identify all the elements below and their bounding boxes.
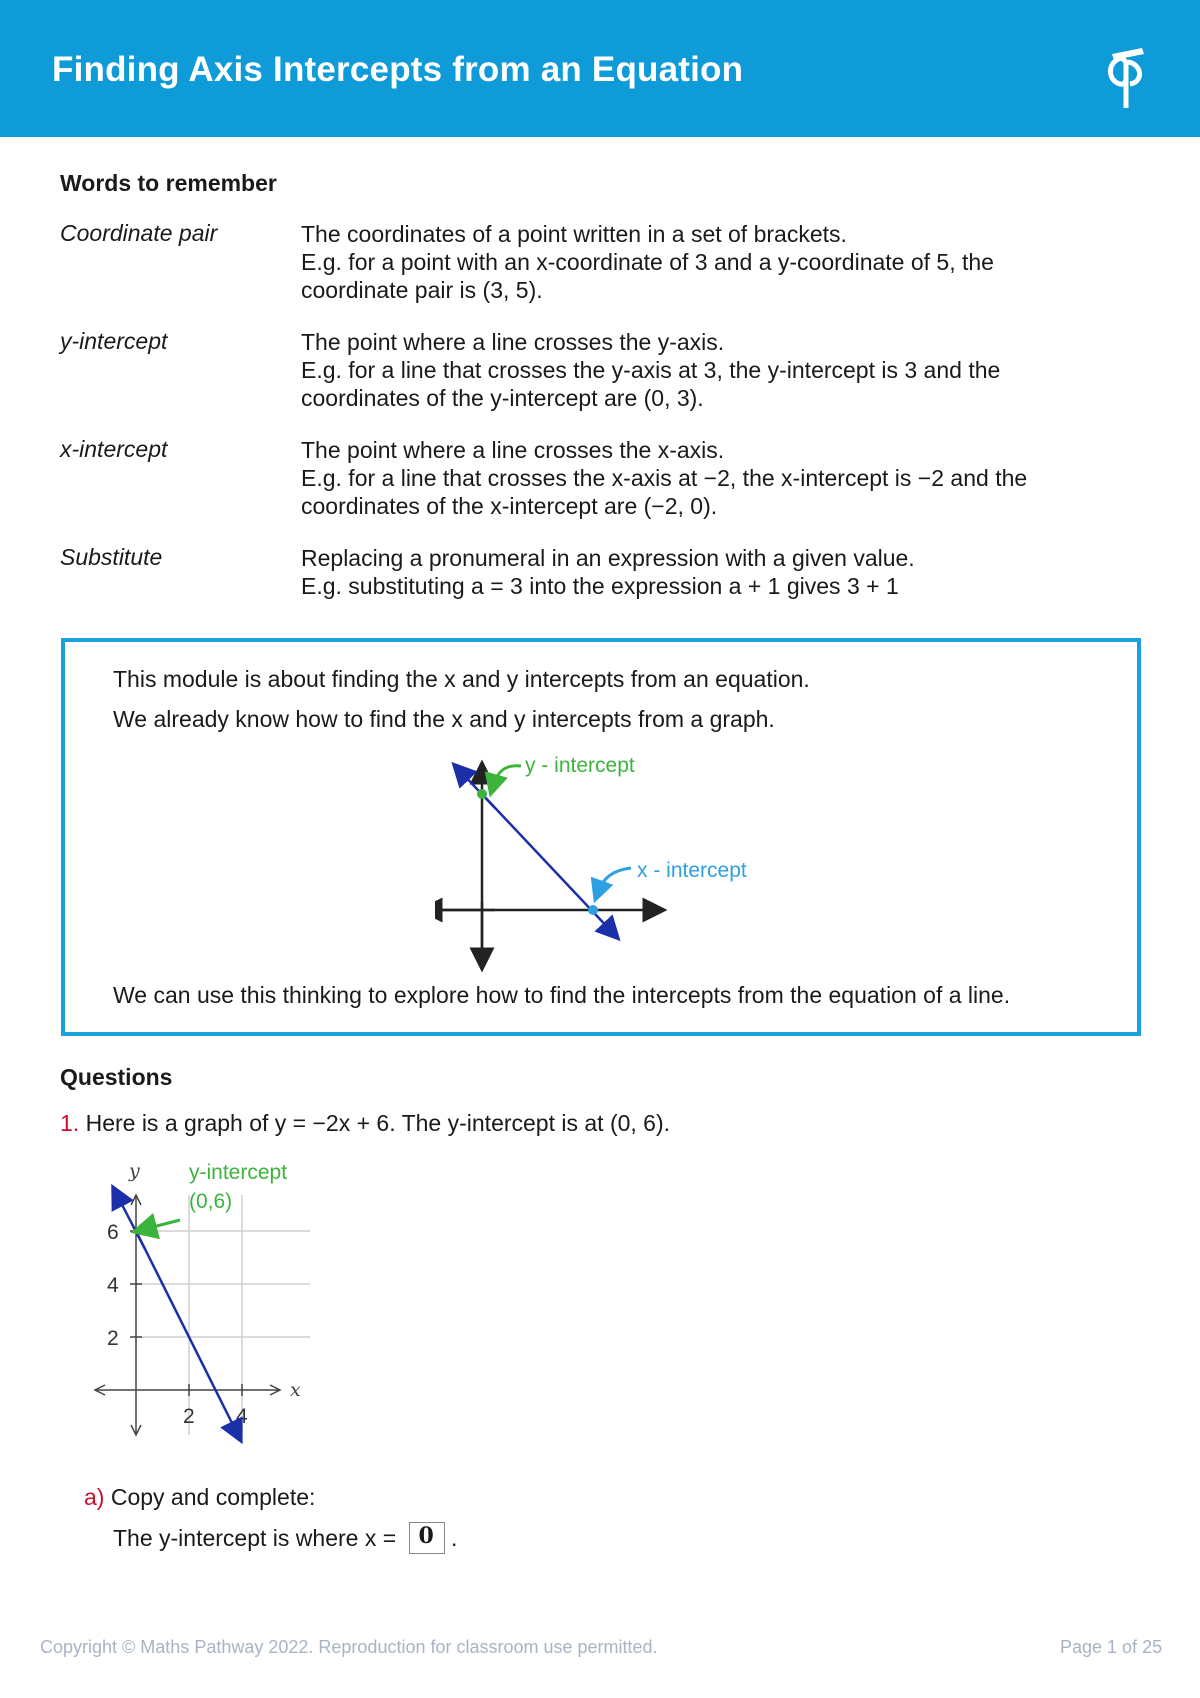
definition-x-intercept [301, 436, 1101, 520]
info-line-2: We already know how to find the x and y intercepts from a graph. [113, 706, 775, 732]
x-tick-label: 4 [236, 1405, 248, 1428]
term-y-intercept: y-intercept [60, 328, 168, 354]
info-box [61, 638, 1141, 1036]
definition-line: Replacing a pronumeral in an expression with a given value. [301, 545, 915, 571]
definition-substitute [301, 544, 1101, 600]
definition-line: coordinates of the x-intercept are (−2, 0). [301, 493, 718, 519]
definition-y-intercept [301, 328, 1101, 412]
x-tick-label: 2 [183, 1405, 195, 1428]
graph-line-down [136, 1231, 237, 1433]
definition-line: E.g. for a line that crosses the y-axis at 3, the y-intercept is 3 and the [301, 357, 1001, 383]
answer-box[interactable] [409, 1522, 445, 1554]
definition-line: coordinate pair is (3, 5). [301, 277, 543, 303]
question-1-graph [85, 1155, 325, 1445]
term-coordinate-pair: Coordinate pair [60, 220, 218, 246]
diagram-x-intercept-point [588, 905, 598, 915]
words-heading: Words to remember [60, 170, 277, 196]
page-header [0, 0, 1200, 137]
graph-annotation-title: y-intercept [189, 1161, 288, 1184]
definition-coordinate-pair [301, 220, 1101, 304]
answer-value: 0 [418, 1523, 434, 1549]
term-x-intercept: x-intercept [60, 436, 168, 462]
part-a-end: . [450, 1525, 458, 1552]
definition-line: E.g. for a line that crosses the x-axis at −2, the x-intercept is −2 and the [301, 465, 1028, 491]
question-1 [60, 1110, 670, 1137]
y-tick-label: 2 [107, 1327, 119, 1350]
definition-line: coordinates of the y-intercept are (0, 3). [301, 385, 704, 411]
definition-line: E.g. for a point with an x-coordinate of 3 and a y-coordinate of 5, the [301, 249, 994, 275]
footer-page-number: Page 1 of 25 [1060, 1637, 1163, 1657]
definition-line: The coordinates of a point written in a set of brackets. [301, 221, 847, 247]
question-number: 1. [60, 1110, 80, 1136]
diagram-y-intercept-point [477, 789, 487, 799]
graph-annotation-arrow [145, 1220, 180, 1229]
graph-y-label: y [129, 1160, 140, 1182]
intercepts-diagram [435, 752, 795, 972]
diagram-line-up [460, 771, 495, 808]
diagram-x-label: x - intercept [637, 859, 747, 882]
part-a [84, 1484, 315, 1511]
part-a-prompt: The y-intercept is where x = [113, 1525, 397, 1552]
maths-pathway-logo-icon [1098, 42, 1154, 116]
questions-heading: Questions [60, 1064, 173, 1090]
graph-x-label: x [290, 1379, 301, 1401]
diagram-y-label: y - intercept [525, 754, 635, 777]
part-a-instruction: Copy and complete: [110, 1484, 316, 1510]
definition-line: The point where a line crosses the x-axis. [301, 437, 725, 463]
y-tick-label: 4 [107, 1274, 119, 1297]
question-text: Here is a graph of y = −2x + 6. The y-intercept is at (0, 6). [85, 1110, 671, 1136]
part-a-label: a) [84, 1484, 105, 1510]
part-a-prompt-line [113, 1524, 457, 1556]
term-substitute: Substitute [60, 544, 163, 570]
graph-annotation-coords: (0,6) [189, 1190, 233, 1213]
y-tick-label: 6 [107, 1221, 119, 1244]
definition-line: The point where a line crosses the y-axis. [301, 329, 725, 355]
diagram-x-arrow [598, 868, 631, 892]
diagram-y-arrow [493, 766, 521, 786]
footer-copyright: Copyright © Maths Pathway 2022. Reproduction for classroom use permitted. [40, 1637, 658, 1657]
info-line-1: This module is about finding the x and y intercepts from an equation. [113, 666, 810, 692]
definition-line: E.g. substituting a = 3 into the expression a + 1 gives 3 + 1 [301, 573, 899, 599]
page-title: Finding Axis Intercepts from an Equation [52, 50, 744, 89]
info-line-3: We can use this thinking to explore how to find the intercepts from the equation of a line. [113, 982, 1011, 1008]
